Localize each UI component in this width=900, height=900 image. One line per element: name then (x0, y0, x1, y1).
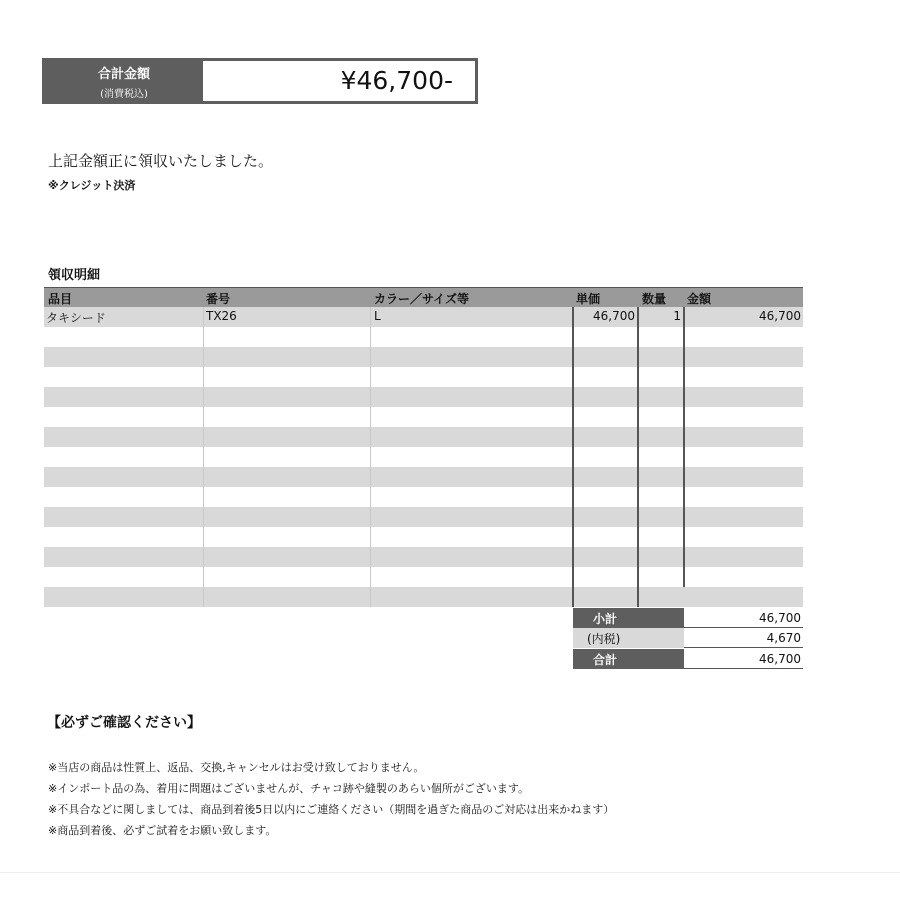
received-statement: 上記金額正に領収いたしました。 (48, 152, 274, 170)
grand-total-row (573, 649, 803, 669)
payment-method-note: ※クレジット決済 (48, 179, 136, 192)
table-row (44, 387, 803, 407)
tax-row (573, 628, 803, 648)
cell-color-size: L (374, 309, 381, 323)
column-divider (203, 307, 204, 607)
header-amount: 金額 (687, 292, 712, 306)
table-body (44, 307, 803, 607)
table-row (44, 427, 803, 447)
table-row (44, 587, 803, 607)
table-row (44, 347, 803, 367)
header-quantity: 数量 (642, 292, 667, 306)
notice-title: 【必ずご確認ください】 (47, 715, 201, 731)
total-amount-label-cell (45, 61, 203, 101)
subtotal-value: 46,700 (684, 608, 803, 628)
header-number: 番号 (206, 292, 231, 306)
tax-label: (内税) (573, 628, 684, 648)
column-divider (370, 307, 371, 607)
subtotal-label: 小計 (573, 608, 684, 628)
table-row (44, 567, 803, 587)
column-divider (683, 307, 685, 587)
cell-quantity: 1 (673, 309, 681, 323)
table-header-row (44, 287, 803, 307)
tax-included-label: (消費税込) (100, 88, 148, 100)
table-row (44, 327, 803, 347)
cell-number: TX26 (206, 309, 237, 323)
notice-item: ※当店の商品は性質上、返品、交換,キャンセルはお受け致しておりません。 (48, 761, 425, 774)
table-row (44, 487, 803, 507)
subtotal-row (573, 608, 803, 628)
column-divider (637, 307, 639, 607)
header-color-size: カラー／サイズ等 (374, 292, 470, 306)
detail-section-title: 領収明細 (48, 268, 101, 283)
notice-item: ※不具合などに関しましては、商品到着後5日以内にご連絡ください（期間を過ぎた商品のご対応は出来かねます） (48, 803, 615, 816)
table-row (44, 407, 803, 427)
cell-item: タキシード (46, 311, 106, 325)
table-row (44, 507, 803, 527)
header-unit-price: 単価 (576, 292, 601, 306)
total-amount-label: 合計金額 (97, 66, 150, 82)
total-amount-box (42, 58, 478, 104)
table-row (44, 367, 803, 387)
table-row (44, 527, 803, 547)
notice-item: ※インポート品の為、着用に問題はございませんが、チャコ跡や縫製のあらい個所がございます。 (48, 782, 530, 795)
table-row (44, 307, 803, 327)
tax-value: 4,670 (684, 628, 803, 648)
grand-total-value: 46,700 (684, 649, 803, 669)
table-row (44, 447, 803, 467)
cell-unit-price: 46,700 (593, 309, 635, 323)
notice-list (48, 757, 614, 841)
notice-item: ※商品到着後、必ずご試着をお願い致します。 (48, 824, 277, 837)
cell-amount: 46,700 (759, 309, 801, 323)
table-row (44, 547, 803, 567)
header-item: 品目 (48, 292, 73, 306)
page-bottom-divider (0, 872, 900, 873)
grand-total-label: 合計 (573, 649, 684, 669)
total-amount-value: ¥46,700- (203, 61, 475, 101)
table-row (44, 467, 803, 487)
detail-table (44, 287, 803, 607)
column-divider (572, 307, 574, 607)
